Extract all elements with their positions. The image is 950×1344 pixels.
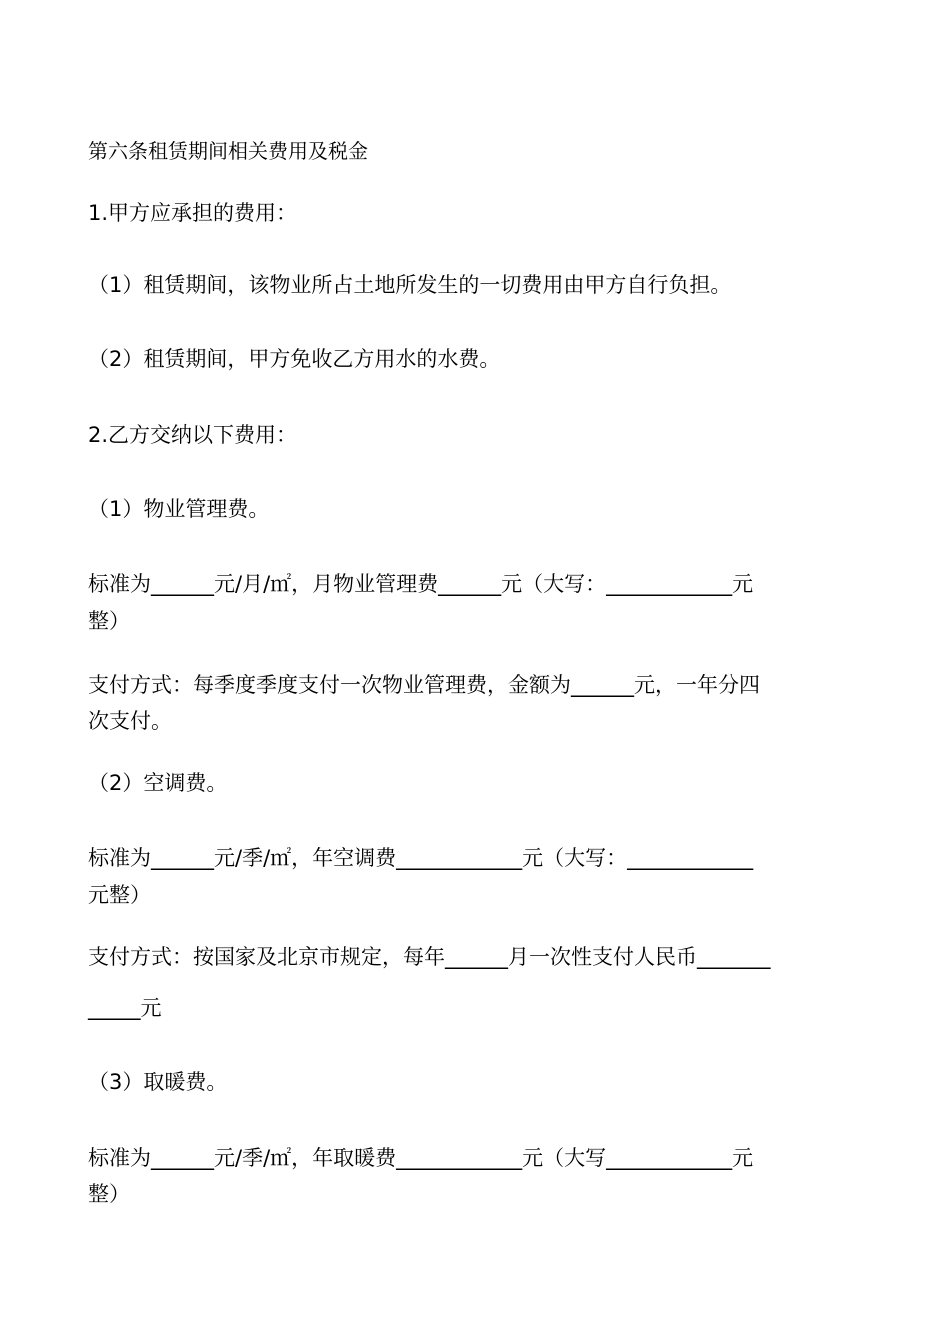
- clause-1-item-2: （2）租赁期间，甲方免收乙方用水的水费。: [88, 347, 501, 371]
- property-fee-payment-line-2: 次支付。: [88, 709, 172, 733]
- ac-fee-standard-line-1: 标准为______元/季/㎡，年空调费____________元（大写：____________: [88, 846, 754, 870]
- clause-2-heading: 2.乙方交纳以下费用：: [88, 423, 298, 447]
- heating-fee-standard-line-1: 标准为______元/季/㎡，年取暖费____________元（大写____________元: [88, 1146, 754, 1170]
- clause-1-heading: 1.甲方应承担的费用：: [88, 201, 298, 225]
- clause-1-item-1: （1）租赁期间，该物业所占土地所发生的一切费用由甲方自行负担。: [88, 273, 732, 297]
- property-fee-payment-line-1: 支付方式：每季度季度支付一次物业管理费，金额为______元，一年分四: [88, 673, 760, 697]
- clause-2-item-3: （3）取暖费。: [88, 1070, 228, 1094]
- ac-fee-payment-line-2: _____元: [88, 996, 162, 1020]
- ac-fee-payment-line-1: 支付方式：按国家及北京市规定，每年______月一次性支付人民币_______: [88, 945, 771, 969]
- clause-2-item-2: （2）空调费。: [88, 771, 228, 795]
- heating-fee-standard-line-2: 整）: [88, 1182, 130, 1206]
- property-fee-standard-line-2: 整）: [88, 609, 130, 633]
- clause-2-item-1: （1）物业管理费。: [88, 497, 270, 521]
- ac-fee-standard-line-2: 元整）: [88, 883, 151, 907]
- property-fee-standard-line-1: 标准为______元/月/㎡，月物业管理费______元（大写：____________元: [88, 572, 754, 596]
- section-title: 第六条租赁期间相关费用及税金: [88, 139, 368, 163]
